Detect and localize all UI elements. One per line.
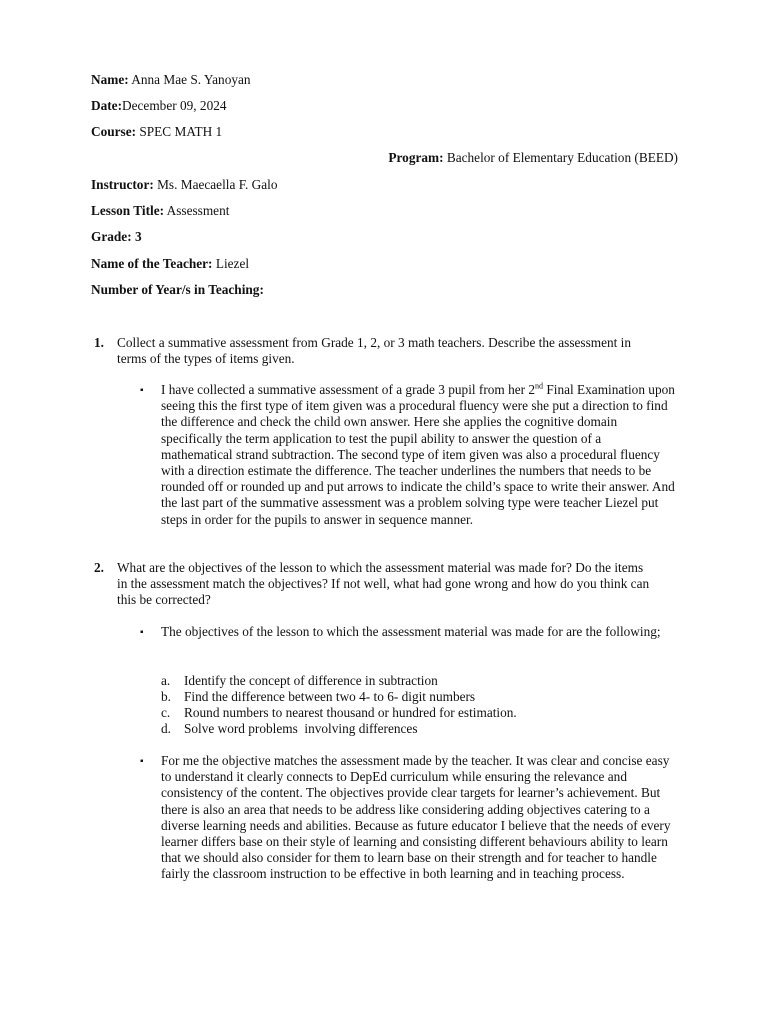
teacher-line [91,256,249,272]
date-label: Date: [91,98,123,113]
years-teaching-label: Number of Year/s in Teaching: [91,282,264,297]
answer-text: The objectives of the lesson to which the assessment material was made for are the following; [161,624,661,639]
answer-2-bullet-evaluation [140,753,675,883]
lesson-title-value: Assessment [164,203,230,218]
program-line [388,150,678,166]
question-text: Collect a summative assessment from Grade 1, 2, or 3 math teachers. Describe the assessment in terms of the types of items given. [117,335,632,366]
instructor-line [91,177,278,193]
program-value: Bachelor of Elementary Education (BEED) [443,150,678,165]
course-label: Course: [91,124,137,139]
instructor-value: Ms. Maecaella F. Galo [153,177,278,192]
teacher-value: Liezel [212,256,250,271]
teacher-label: Name of the Teacher: [91,256,213,271]
answer-1-bullet [140,382,675,528]
bullet-square-icon: ▪ [140,627,144,638]
years-teaching-line [91,282,264,298]
bullet-square-icon: ▪ [140,756,144,767]
question-text: What are the objectives of the lesson to which the assessment material was made for? Do the items in the assessment match the objectives? If not well, what had gone wrong and how do you think can this be corrected? [117,560,650,607]
lesson-title-label: Lesson Title: [91,203,165,218]
grade-line [91,229,142,245]
question-2 [91,560,651,608]
bullet-square-icon: ▪ [140,385,144,396]
name-line [91,72,251,88]
lesson-title-line [91,203,229,219]
instructor-label: Instructor: [91,177,154,192]
answer-2-bullet-intro [140,624,675,640]
name-label: Name: [91,72,129,87]
date-value: December 09, 2024 [122,98,227,113]
question-1 [91,335,651,367]
question-number: 1. [94,335,104,350]
question-number: 2. [94,560,104,575]
course-value: SPEC MATH 1 [136,124,223,139]
name-value: Anna Mae S. Yanoyan [128,72,251,87]
answer-text: I have collected a summative assessment of a grade 3 pupil from her 2nd Final Examination upon seeing this the first type of item given was a procedural fluency were she put a direction to find the difference and check the child own answer. Here she applies the cognitive domain specifically the term application to test the pupil ability to answer the question of a mathematical strand subtraction. The second type of item given was also a procedural fluency with a direction estimate the difference. The teacher underlines the numbers that needs to be rounded off or rounded up and put arrows to indicate the child’s space to write their answer. And the last part of the summative assessment was a problem solving type were teacher Liezel put steps in order for the pupils to answer in sequence manner. [161,381,675,527]
course-line [91,124,222,140]
date-line [91,98,227,114]
document-page: Name: Anna Mae S. Yanoyan Date:December 09, 2024 Course: SPEC MATH 1 Program: Bachelor of Elementary Education (BEED) Instructor: Ms. Maecaella F. Galo Lesson Title: Assessment Grade: 3 Name of the Teacher: Liezel Number of Year/s in Teaching: 1. Collect a summative assessment from Grade 1, 2, or 3 math teachers. Describe the assessment in terms of the types of items given. ▪ I have collected a summative assessment of a grade 3 pupil from her 2nd Final Examination upon seeing this the first type of item given was a procedural fluency were she put a direction to find the difference and check the child own answer. Here she applies the cognitive domain specifically the term application to test the pupil ability to answer the question of a mathematical strand subtraction. The second type of item given was also a procedural fluency with a direction estimate the difference. The teacher underlines the numbers that needs to be rounded off or rounded up and put arrows to indicate the child’s space to write their answer. And the last part of the summative assessment was a problem solving type were teacher Liezel put steps in order for the pupils to answer in sequence manner. 2. What are the objectives of the lesson to which the assessment material was made for? Do the items in the assessment match the objectives? If not well, what had gone wrong and how do you think can this be corrected? ▪ The objectives of the lesson to which the assessment material was made for are the following; a. Identify the concept of difference in subtraction b. Find the difference between two 4- to 6- digit numbers c. Round numbers to nearest thousand or hundred for estimation. d. Solve word problems involving differences ▪ For me the objective matches the assessment made by the teacher. It was clear and concise easy to understand it clearly connects to DepEd curriculum while ensuring the relevance and consistency of the content. The objectives provide clear targets for learner’s achievement. But there is also an area that needs to be address like considering adding objectives catering to a diverse learning needs and abilities. Because as future educator I believe that the needs of every learner differs base on their style of learning and consisting different behaviours ability to learn that we should also consider for them to learn base on their strength and for teacher to handle fairly the classroom instruction to be effective in both learning and in teaching process. [91,72,678,882]
grade-label: Grade: 3 [91,229,142,244]
superscript-ordinal: nd [535,381,544,391]
program-label: Program: [388,150,444,165]
answer-text: For me the objective matches the assessment made by the teacher. It was clear and concise easy to understand it clearly connects to DepEd curriculum while ensuring the relevance and consistency of the content. The objectives provide clear targets for learner’s achievement. But there is also an area that needs to be address like considering adding objectives catering to a diverse learning needs and abilities. Because as future educator I believe that the needs of every learner differs base on their style of learning and consisting different behaviours ability to learn that we should also consider for them to learn base on their strength and for teacher to handle fairly the classroom instruction to be effective in both learning and in teaching process. [161,753,671,882]
